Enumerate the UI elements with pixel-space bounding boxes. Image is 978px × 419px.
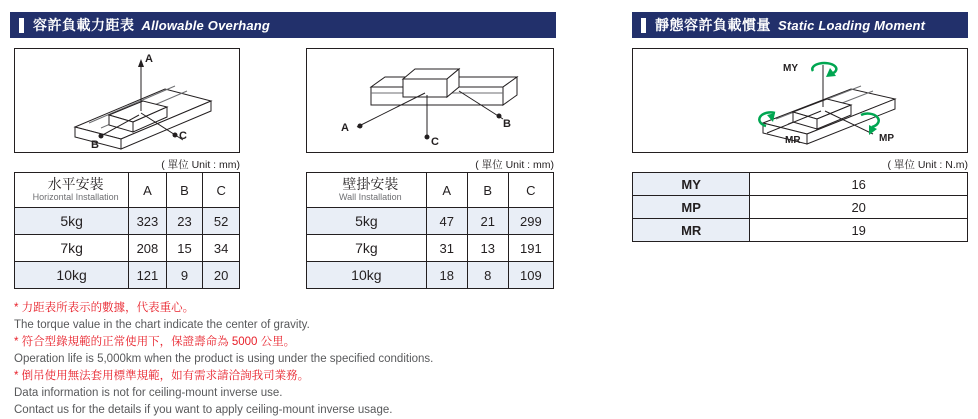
label-my: MY bbox=[783, 63, 798, 74]
cell-b: 15 bbox=[166, 235, 203, 262]
table-static-loading-moment bbox=[632, 172, 968, 242]
cell-mr-value: 19 bbox=[750, 219, 968, 242]
label-c: C bbox=[179, 130, 187, 142]
row-label: 7kg bbox=[307, 235, 427, 262]
table-horizontal-installation bbox=[14, 172, 240, 289]
header-title-cn: 壁掛安裝 bbox=[342, 176, 399, 193]
row-label: 7kg bbox=[15, 235, 129, 262]
cell-c: 20 bbox=[203, 262, 240, 289]
row-label-mp: MP bbox=[633, 196, 750, 219]
column-header-b: B bbox=[467, 173, 508, 208]
label-mr: MR bbox=[785, 135, 801, 146]
cell-b: 21 bbox=[467, 208, 508, 235]
column-header-a: A bbox=[426, 173, 467, 208]
section-title-cn: 靜態容許負載慣量 bbox=[655, 17, 771, 33]
note-line: * 符合型錄規範的正常使用下，保證壽命為 5000 公里。 bbox=[14, 336, 296, 349]
label-b: B bbox=[91, 139, 99, 151]
diagram-wall-installation bbox=[306, 48, 554, 153]
cell-a: 323 bbox=[129, 208, 166, 235]
wall-actuator-drawing bbox=[307, 49, 553, 152]
section-title-cn: 容許負載力距表 bbox=[33, 17, 135, 33]
header-cell-title bbox=[307, 173, 427, 208]
cell-b: 9 bbox=[166, 262, 203, 289]
row-label: 10kg bbox=[307, 262, 427, 289]
column-header-a: A bbox=[129, 173, 166, 208]
cell-a: 31 bbox=[426, 235, 467, 262]
cell-c: 191 bbox=[508, 235, 553, 262]
header-title-cn: 水平安裝 bbox=[47, 176, 104, 193]
header-accent-bar bbox=[19, 18, 24, 33]
horizontal-actuator-drawing bbox=[15, 49, 239, 152]
header-title-en: Horizontal Installation bbox=[32, 192, 119, 203]
unit-note-horizontal: ( 單位 Unit : mm) bbox=[161, 159, 240, 171]
moment-axes-drawing bbox=[633, 49, 967, 152]
diagram-horizontal-installation bbox=[14, 48, 240, 153]
label-b: B bbox=[503, 118, 511, 130]
diagram-static-loading-moment bbox=[632, 48, 968, 153]
cell-a: 208 bbox=[129, 235, 166, 262]
row-label: 10kg bbox=[15, 262, 129, 289]
row-label-mr: MR bbox=[633, 219, 750, 242]
column-header-c: C bbox=[203, 173, 240, 208]
notes-block bbox=[14, 300, 574, 419]
table-row bbox=[633, 219, 968, 242]
cell-my-value: 16 bbox=[750, 173, 968, 196]
section-title-en: Static Loading Moment bbox=[778, 17, 926, 33]
row-label: 5kg bbox=[15, 208, 129, 235]
unit-note-wall: ( 單位 Unit : mm) bbox=[475, 159, 554, 171]
header-accent-bar bbox=[641, 18, 646, 33]
section-header-static-loading-moment bbox=[632, 12, 968, 38]
cell-a: 18 bbox=[426, 262, 467, 289]
cell-c: 109 bbox=[508, 262, 553, 289]
unit-note-moment: ( 單位 Unit : N.m) bbox=[887, 159, 968, 171]
cell-a: 47 bbox=[426, 208, 467, 235]
table-row bbox=[307, 235, 554, 262]
label-a: A bbox=[341, 122, 349, 134]
table-row bbox=[15, 208, 240, 235]
row-label: 5kg bbox=[307, 208, 427, 235]
cell-a: 121 bbox=[129, 262, 166, 289]
note-line: * 倒吊使用無法套用標準規範，如有需求請洽詢我司業務。 bbox=[14, 370, 310, 383]
table-row bbox=[633, 196, 968, 219]
cell-mp-value: 20 bbox=[750, 196, 968, 219]
cell-b: 13 bbox=[467, 235, 508, 262]
table-wall-installation bbox=[306, 172, 554, 289]
note-line: * 力距表所表示的數據，代表重心。 bbox=[14, 302, 195, 314]
cell-b: 8 bbox=[467, 262, 508, 289]
label-mp: MP bbox=[879, 133, 894, 144]
table-row bbox=[15, 235, 240, 262]
column-header-c: C bbox=[508, 173, 553, 208]
column-header-b: B bbox=[166, 173, 203, 208]
header-title-en: Wall Installation bbox=[339, 192, 402, 203]
table-row bbox=[633, 173, 968, 196]
row-label-my: MY bbox=[633, 173, 750, 196]
label-a: A bbox=[145, 53, 153, 65]
section-header-allowable-overhang bbox=[10, 12, 556, 38]
note-line: Contact us for the details if you want to apply ceiling-mount inverse usage. bbox=[14, 404, 393, 417]
table-row bbox=[15, 262, 240, 289]
note-line: Operation life is 5,000km when the product is using under the specified conditions. bbox=[14, 353, 434, 366]
note-line: Data information is not for ceiling-mount inverse use. bbox=[14, 387, 283, 400]
table-row bbox=[307, 208, 554, 235]
cell-c: 299 bbox=[508, 208, 553, 235]
table-header-row bbox=[15, 173, 240, 208]
header-cell-title bbox=[15, 173, 129, 208]
note-line: The torque value in the chart indicate the center of gravity. bbox=[14, 319, 310, 332]
cell-c: 52 bbox=[203, 208, 240, 235]
table-row bbox=[307, 262, 554, 289]
cell-c: 34 bbox=[203, 235, 240, 262]
cell-b: 23 bbox=[166, 208, 203, 235]
label-c: C bbox=[431, 136, 439, 148]
section-title-en: Allowable Overhang bbox=[141, 17, 271, 33]
table-header-row bbox=[307, 173, 554, 208]
